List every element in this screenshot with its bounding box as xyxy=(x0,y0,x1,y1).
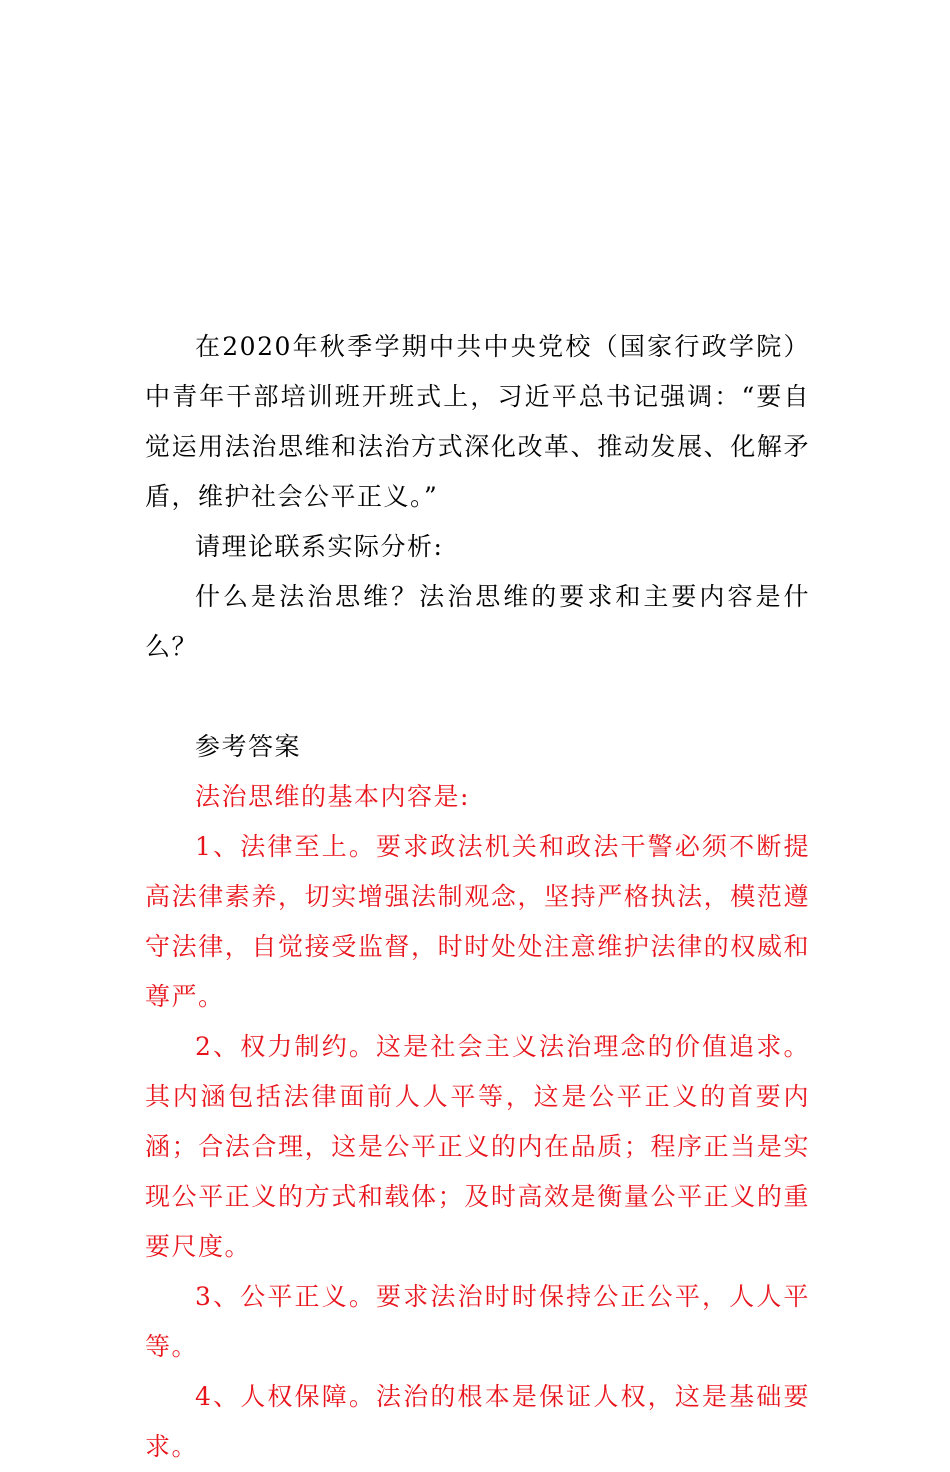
answer-point-3: 3、公平正义。要求法治时时保持公正公平，人人平等。 xyxy=(145,1282,810,1361)
question-line: 什么是法治思维？法治思维的要求和主要内容是什么？ xyxy=(145,582,810,661)
blank-line xyxy=(145,672,810,722)
answer-point-4: 4、人权保障。法治的根本是保证人权，这是基础要求。 xyxy=(145,1382,810,1461)
answer-point-1: 1、法律至上。要求政法机关和政法干警必须不断提高法律素养，切实增强法制观念，坚持严格执法，模范遵守法律，自觉接受监督，时时处处注意维护法律的权威和尊严。 xyxy=(145,832,810,1011)
document-body xyxy=(145,322,810,1472)
answer-intro: 法治思维的基本内容是: xyxy=(195,782,470,811)
answer-heading: 参考答案 xyxy=(195,732,302,761)
prompt-line: 请理论联系实际分析: xyxy=(195,532,444,561)
answer-point-2: 2、权力制约。这是社会主义法治理念的价值追求。其内涵包括法律面前人人平等，这是公平正义的首要内涵；合法合理，这是公平正义的内在品质；程序正当是实现公平正义的方式和载体；及时高效是衡量公平正义的重要尺度。 xyxy=(145,1032,810,1261)
question-paragraph: 在2020年秋季学期中共中央党校（国家行政学院）中青年干部培训班开班式上，习近平总书记强调：“要自觉运用法治思维和法治方式深化改革、推动发展、化解矛盾，维护社会公平正义。” xyxy=(145,332,810,511)
